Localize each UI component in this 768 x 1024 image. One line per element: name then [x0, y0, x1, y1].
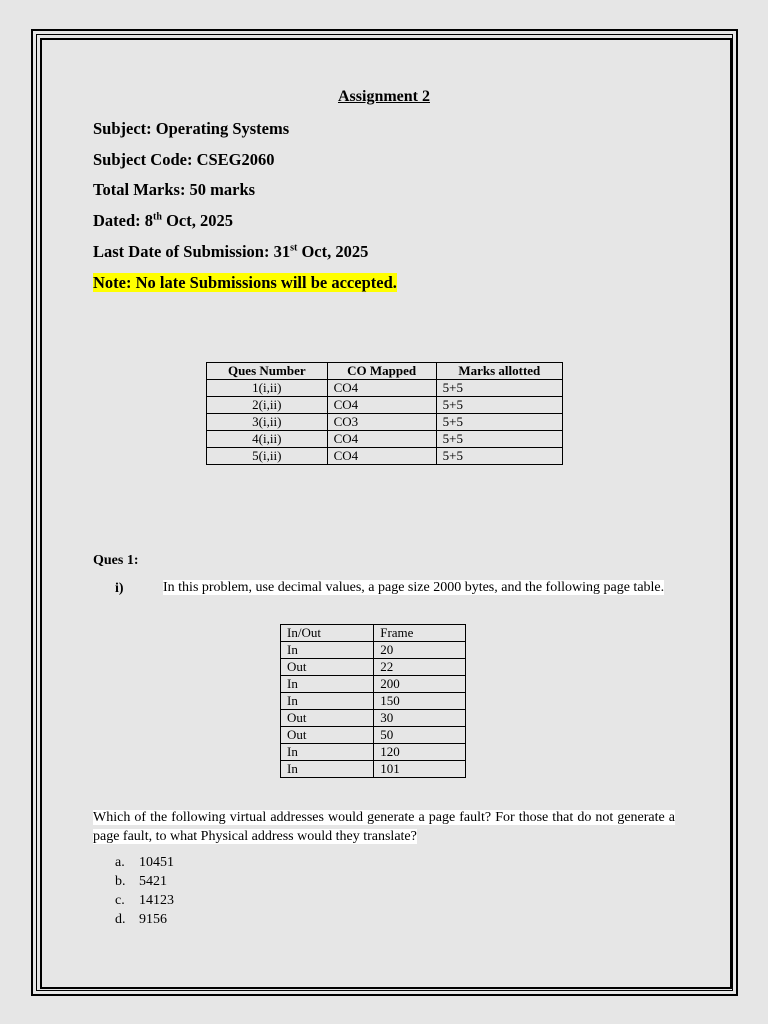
option-item — [115, 855, 174, 871]
column-header: CO Mapped — [327, 363, 436, 380]
table-cell: Out — [281, 659, 374, 676]
option-value: 5421 — [139, 874, 167, 889]
table-cell: 20 — [374, 642, 466, 659]
table-cell: In — [281, 744, 374, 761]
table-row — [281, 659, 466, 676]
option-letter: a. — [115, 855, 125, 870]
page-fault-question — [93, 808, 675, 846]
table-cell: CO4 — [327, 431, 436, 448]
last-date-sup: st — [290, 242, 298, 254]
table-row — [281, 642, 466, 659]
option-item — [115, 893, 174, 909]
table-cell: Out — [281, 710, 374, 727]
option-item — [115, 912, 167, 928]
table-cell: 5+5 — [436, 431, 562, 448]
last-date-prefix: Last Date of Submission: 31 — [93, 242, 291, 261]
table-cell: 200 — [374, 676, 466, 693]
table-cell: Out — [281, 727, 374, 744]
question-1-part-label: i) — [115, 581, 124, 596]
table-cell: 5(i,ii) — [207, 448, 328, 465]
table-cell: 4(i,ii) — [207, 431, 328, 448]
total-marks-line: Total Marks: 50 marks — [93, 180, 256, 199]
table-row — [281, 761, 466, 778]
table-row — [281, 727, 466, 744]
table-row — [281, 710, 466, 727]
table-cell: CO3 — [327, 414, 436, 431]
table-row — [207, 448, 563, 465]
table-cell: 5+5 — [436, 448, 562, 465]
option-value: 9156 — [139, 912, 167, 927]
table-cell: 30 — [374, 710, 466, 727]
table-cell: CO4 — [327, 397, 436, 414]
question-1-label: Ques 1: — [93, 553, 139, 568]
table-row — [207, 414, 563, 431]
table-row — [207, 431, 563, 448]
page-title: Assignment 2 — [337, 88, 430, 105]
table-cell: 50 — [374, 727, 466, 744]
subject-line: Subject: Operating Systems — [93, 119, 290, 138]
last-date-suffix: Oct, 2025 — [297, 242, 369, 261]
question-1-text — [163, 578, 675, 597]
page-fault-question-text: Which of the following virtual addresses would generate a page fault? For those that do not generate a page fault, to what Physical address would they translate? — [93, 810, 675, 844]
table-row — [281, 744, 466, 761]
table-cell: 5+5 — [436, 380, 562, 397]
table-cell: 150 — [374, 693, 466, 710]
dated-sup: th — [153, 211, 162, 223]
option-item — [115, 874, 167, 890]
dated-prefix: Dated: 8 — [93, 211, 154, 230]
late-note-text: Note: No late Submissions will be accepted. — [93, 273, 397, 292]
table-cell: 22 — [374, 659, 466, 676]
question-1-text-content: In this problem, use decimal values, a page size 2000 bytes, and the following page table. — [163, 580, 665, 595]
option-letter: d. — [115, 912, 126, 927]
co-mapping-table — [206, 362, 563, 465]
table-cell: 3(i,ii) — [207, 414, 328, 431]
subject-code-line: Subject Code: CSEG2060 — [93, 150, 275, 169]
table-row — [281, 693, 466, 710]
column-header: Ques Number — [207, 363, 328, 380]
last-date-line — [93, 242, 368, 262]
table-cell: CO4 — [327, 448, 436, 465]
table-cell: In — [281, 642, 374, 659]
column-header: Marks allotted — [436, 363, 562, 380]
table-cell: 101 — [374, 761, 466, 778]
table-cell: CO4 — [327, 380, 436, 397]
option-letter: b. — [115, 874, 126, 889]
table-cell: In — [281, 676, 374, 693]
table-cell: 2(i,ii) — [207, 397, 328, 414]
table-cell: In — [281, 761, 374, 778]
table-cell: 5+5 — [436, 397, 562, 414]
page-table — [280, 624, 466, 778]
dated-line — [93, 211, 233, 231]
option-value: 10451 — [139, 855, 174, 870]
table-row — [207, 397, 563, 414]
column-header: Frame — [374, 625, 466, 642]
table-row — [281, 676, 466, 693]
table-header-row — [281, 625, 466, 642]
option-value: 14123 — [139, 893, 174, 908]
late-note — [93, 273, 397, 293]
table-header-row — [207, 363, 563, 380]
table-cell: 1(i,ii) — [207, 380, 328, 397]
table-row — [207, 380, 563, 397]
option-letter: c. — [115, 893, 125, 908]
column-header: In/Out — [281, 625, 374, 642]
table-cell: 5+5 — [436, 414, 562, 431]
dated-suffix: Oct, 2025 — [161, 211, 233, 230]
table-cell: 120 — [374, 744, 466, 761]
table-cell: In — [281, 693, 374, 710]
